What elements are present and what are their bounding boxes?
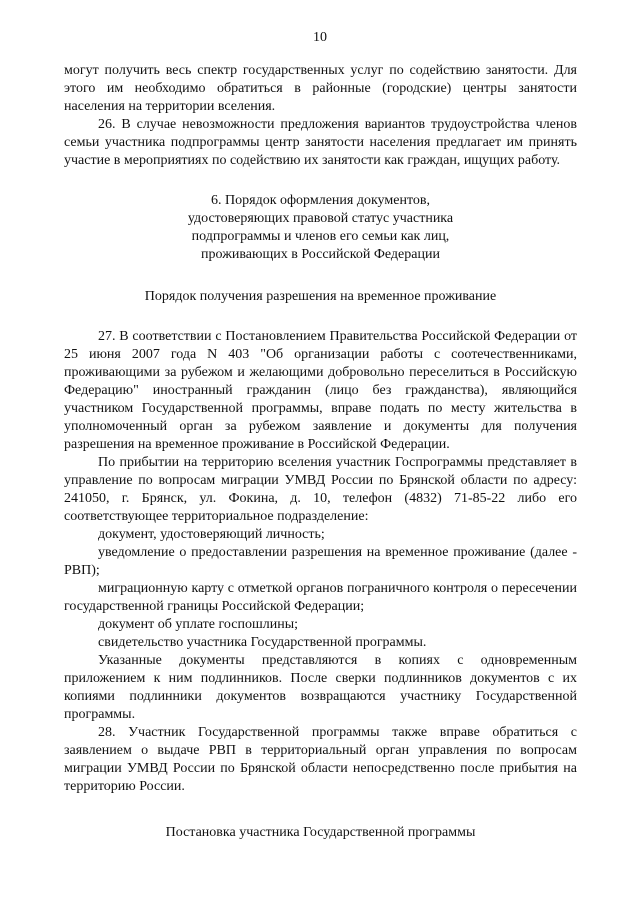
section-heading	[64, 192, 577, 264]
section-heading-line: проживающих в Российской Федерации	[201, 247, 440, 262]
subheading: Порядок получения разрешения на временное проживание	[144, 289, 497, 304]
paragraph-copies: Указанные документы представляются в копиях с одновременным приложением к ним подлинников. После сверки подлинников документов с их копиями подлинники документов возвращаются участнику Государственной программы.	[64, 653, 577, 722]
section-heading-line: подпрограммы и членов его семьи как лиц,	[191, 229, 450, 244]
document-list-item: уведомление о предоставлении разрешения на временное проживание (далее - РВП);	[64, 545, 577, 578]
document-list-item: миграционную карту с отметкой органов пограничного контроля о пересечении государственной границы Российской Федерации;	[64, 581, 577, 614]
document-list-item: свидетельство участника Государственной программы.	[98, 635, 427, 650]
paragraph-continuation: могут получить весь спектр государственных услуг по содействию занятости. Для этого им необходимо обратиться в районные (городские) центры занятости населения на территории вселения.	[64, 63, 577, 114]
section-heading-line: удостоверяющих правовой статус участника	[187, 211, 454, 226]
paragraph-arrival: По прибытии на территорию вселения участник Госпрограммы представляет в управление по вопросам миграции УМВД России по Брянской области по адресу: 241050, г. Брянск, ул. Фокина, д. 10, телефон (4832) 71-85-22 либо его соответствующее территориальное подразделение:	[64, 455, 577, 524]
section-heading-line: 6. Порядок оформления документов,	[211, 193, 430, 208]
page-content	[64, 62, 577, 842]
paragraph-27: 27. В соответствии с Постановлением Правительства Российской Федерации от 25 июня 2007 года N 403 "Об организации работы с соотечественниками, проживающими за рубежом и желающими добровольно переселиться в Российскую Федерацию" иностранный гражданин (лицо без гражданства), являющийся участником Государственной программы, вправе подать по месту жительства в уполномоченный орган за рубежом заявление и документы для получения разрешения на временное проживание в Российской Федерации.	[64, 329, 577, 452]
paragraph-28: 28. Участник Государственной программы также вправе обратиться с заявлением о выдаче РВП в территориальный орган управления по вопросам миграции УМВД России по Брянской области непосредственно после прибытия на территорию России.	[64, 725, 577, 794]
document-list-item: документ, удостоверяющий личность;	[98, 527, 325, 542]
paragraph-26: 26. В случае невозможности предложения вариантов трудоустройства членов семьи участника подпрограммы центр занятости населения предлагает им принять участие в мероприятиях по содействию их занятости как граждан, ищущих работу.	[64, 117, 577, 168]
bottom-heading: Постановка участника Государственной программы	[165, 825, 476, 840]
document-list-item: документ об уплате госпошлины;	[98, 617, 299, 632]
page-number: 10	[313, 30, 327, 45]
